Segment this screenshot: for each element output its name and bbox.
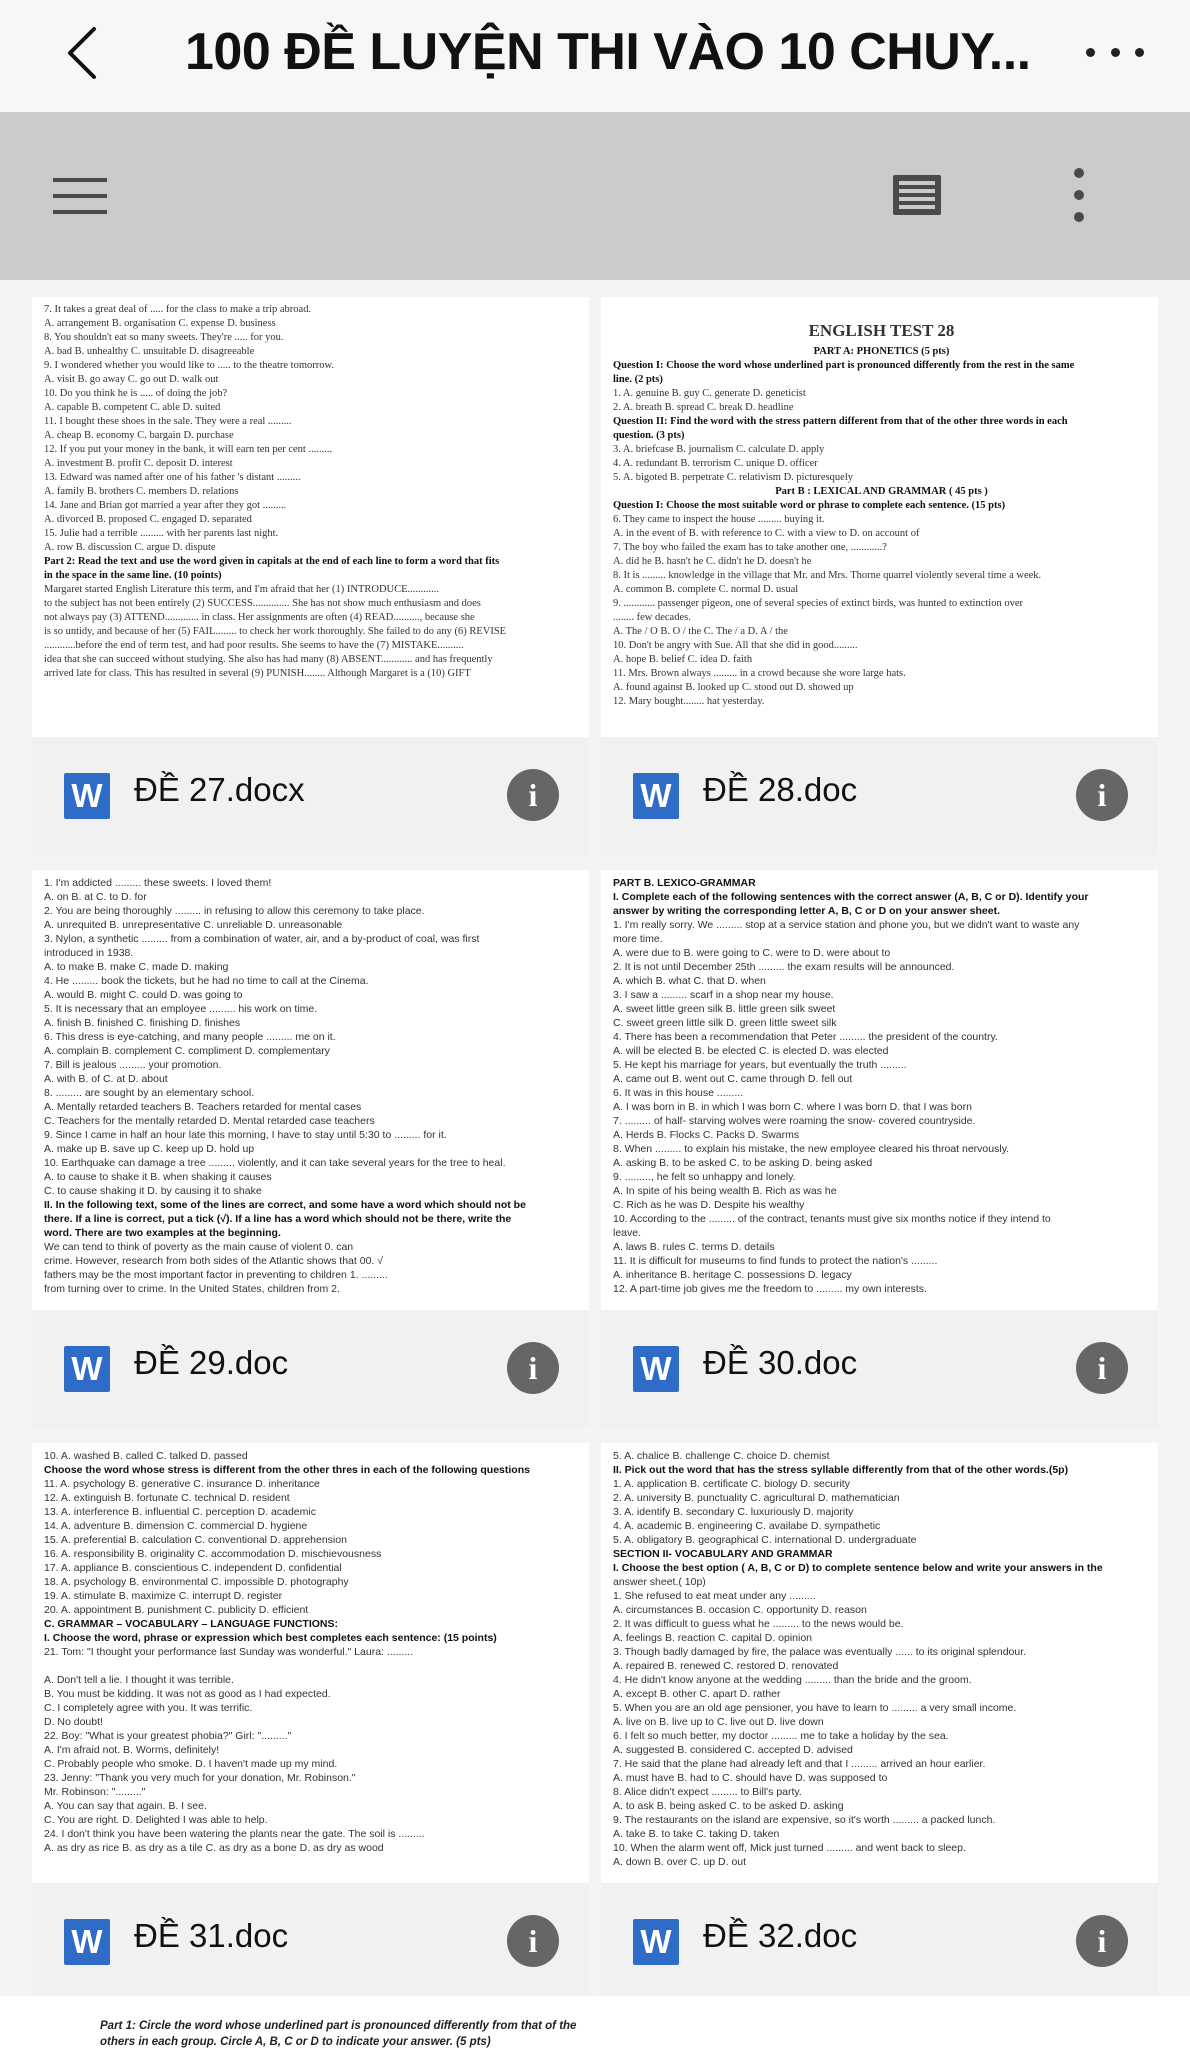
preview-line: Part B : LEXICAL AND GRAMMAR ( 45 pts ) [775,486,988,497]
preview-line: 3. Nylon, a synthetic ......... from a combination of water, air, and a by-product of coal, was first [44,933,480,945]
file-caption[interactable] [32,1883,589,2001]
file-thumbnail[interactable] [601,1443,1158,1883]
preview-line: ............before the end of term test, and had poor results. She seems to have the (7) MISTAKE.......... [44,640,464,651]
preview-line: 2. You are being thoroughly ......... in refusing to allow this ceremony to take place. [44,905,425,917]
preview-line: I. Choose the word, phrase or expression which best completes each sentence: (15 points) [44,1632,497,1644]
preview-line: question. (3 pts) [613,430,685,441]
preview-line: I. Complete each of the following sentences with the correct answer (A, B, C or D). Identify your [613,891,1089,903]
preview-line: 4. He ......... book the tickets, but he had no time to call at the Cinema. [44,975,369,987]
preview-line: 1. A. application B. certificate C. biology D. security [613,1478,850,1490]
preview-line: A. investment B. profit C. deposit D. interest [44,458,233,469]
info-icon[interactable]: i [1076,769,1128,821]
preview-line: 19. A. stimulate B. maximize C. interrupt D. register [44,1590,283,1602]
word-file-icon: W [64,773,110,819]
preview-line: 24. I don't think you have been watering the plants near the gate. The soil is ......... [44,1828,425,1840]
preview-line: 1. She refused to eat meat under any ......... [613,1590,816,1602]
preview-line: idea that she can succeed without studying. She also has had many (8) ABSENT............ and has frequently [44,654,493,665]
preview-line: A. finish B. finished C. finishing D. finishes [44,1017,241,1029]
preview-line: 9. ............ passenger pigeon, one of several species of extinct birds, was hunted to extinction over [613,598,1023,609]
preview-line: We can tend to think of poverty as the main cause of violent 0. can [44,1241,354,1253]
preview-line: A. in the event of B. with reference to C. with a view to D. on account of [613,528,920,539]
preview-line: ........ few decades. [613,612,691,623]
preview-line: A. The / O B. O / the C. The / a D. A / the [613,626,788,637]
preview-line: A. to make B. make C. made D. making [44,961,229,973]
preview-line: A. In spite of his being wealth B. Rich as was he [613,1185,837,1197]
preview-line: 2. It was difficult to guess what he ......... to the news would be. [613,1618,904,1630]
preview-line: 11. It is difficult for museums to find funds to protect the nation's ......... [613,1255,938,1267]
preview-line: 18. A. psychology B. environmental C. impossible D. photography [44,1576,349,1588]
preview-line: 8. Alice didn't expect ......... to Bill's party. [613,1786,802,1798]
word-file-icon: W [633,773,679,819]
file-caption[interactable] [32,1310,589,1428]
preview-line: II. In the following text, some of the lines are correct, and some have a word which should not be [44,1199,526,1211]
preview-line: Part 1: Circle the word whose underlined part is pronounced differently from that of the [100,2020,577,2032]
preview-line: A. Herds B. Flocks C. Packs D. Swarms [613,1129,800,1141]
preview-line: A. with B. of C. at D. about [44,1073,168,1085]
preview-line: 5. A. obligatory B. geographical C. international D. undergraduate [613,1534,917,1546]
preview-line: 10. Do you think he is ..... of doing the job? [44,388,228,399]
preview-line: Question II: Find the word with the stress pattern different from that of the other three words in each [613,416,1068,427]
preview-line: A. live on B. live up to C. live out D. live down [613,1716,824,1728]
info-icon[interactable]: i [507,769,559,821]
preview-line: 3. A. briefcase B. journalism C. calculate D. apply [613,444,825,455]
preview-line: 8. When ......... to explain his mistake, the new employee cleared his throat nervously. [613,1143,1010,1155]
preview-line: A. I'm afraid not. B. Worms, definitely! [44,1744,220,1756]
preview-line: A. which B. what C. that D. when [613,975,766,987]
preview-line: A. unrequited B. unrepresentative C. unreliable D. unreasonable [44,919,343,931]
preview-line: leave. [613,1227,642,1239]
preview-line: C. I completely agree with you. It was terrific. [44,1702,253,1714]
preview-line: A. inheritance B. heritage C. possessions D. legacy [613,1269,852,1281]
preview-line: C. You are right. D. Delighted I was able to help. [44,1814,268,1826]
preview-line: 4. A. academic B. engineering C. availabe D. sympathetic [613,1520,881,1532]
preview-line: 11. A. psychology B. generative C. insurance D. inheritance [44,1478,320,1490]
info-icon[interactable]: i [1076,1342,1128,1394]
file-name: ĐỀ 30.doc [703,1344,858,1381]
file-name: ĐỀ 32.doc [703,1917,858,1954]
file-card[interactable] [601,1443,1158,2001]
preview-line: B. You must be kidding. It was not as good as I had expected. [44,1688,331,1700]
preview-line: C. sweet green little silk D. green little sweet silk [613,1017,837,1029]
preview-line: A. suggested B. considered C. accepted D. advised [613,1744,853,1756]
preview-line: in the space in the same line. (10 points) [44,570,222,581]
preview-line: 11. Mrs. Brown always ......... in a crowd because she wore large hats. [613,668,906,679]
preview-line: A. were due to B. were going to C. were to D. were about to [613,947,891,959]
preview-line: there. If a line is correct, put a tick (√). If a line has a word which should not be there, write the [44,1213,512,1225]
preview-line: 12. If you put your money in the bank, it will earn ten per cent ......... [44,444,333,455]
preview-line: 10. A. washed B. called C. talked D. passed [44,1450,248,1462]
preview-line: A. found against B. looked up C. stood out D. showed up [613,682,854,693]
preview-line: A. hope B. belief C. idea D. faith [613,654,753,665]
preview-line: A. Mentally retarded teachers B. Teachers retarded for mental cases [44,1101,362,1113]
word-file-icon: W [64,1919,110,1965]
preview-line: 7. The boy who failed the exam has to take another one, ............? [613,542,887,553]
preview-line: 5. He kept his marriage for years, but eventually the truth ......... [613,1059,907,1071]
preview-line: A. capable B. competent C. able D. suited [44,402,221,413]
preview-line: 7. He said that the plane had already left and that I ......... arrived an hour earlier. [613,1758,986,1770]
word-file-icon: W [64,1346,110,1392]
preview-line: 2. A. university B. punctuality C. agricultural D. mathematician [613,1492,900,1504]
preview-line: crime. However, research from both sides of the Atlantic shows that 00. √ [44,1255,383,1267]
hamburger-menu-icon[interactable] [53,178,107,214]
preview-line: A. take B. to take C. taking D. taken [613,1828,780,1840]
preview-line: 15. Julie had a terrible ......... with her parents last night. [44,528,279,539]
preview-line: C. GRAMMAR – VOCABULARY – LANGUAGE FUNCTIONS: [44,1618,339,1630]
file-card[interactable] [601,297,1158,855]
preview-line: SECTION II- VOCABULARY AND GRAMMAR [613,1548,833,1560]
preview-line: to the subject has not been entirely (2) SUCCESS.............. She has not show much enthusiasm and does [44,598,481,609]
info-icon[interactable]: i [507,1342,559,1394]
preview-line: answer sheet.( 10p) [613,1576,706,1588]
preview-line: 14. A. adventure B. dimension C. commercial D. hygiene [44,1520,308,1532]
file-name: ĐỀ 31.doc [134,1917,289,1954]
preview-line: 7. It takes a great deal of ..... for the class to make a trip abroad. [44,304,312,315]
preview-line: 9. Since I came in half an hour late this morning, I have to stay until 5:30 to ......... for it. [44,1129,447,1141]
preview-line: 10. When the alarm went off, Mick just turned ......... and went back to sleep. [613,1842,966,1854]
preview-line: A. common B. complete C. normal D. usual [613,584,799,595]
preview-line: A. asking B. to be asked C. to be asking D. being asked [613,1157,873,1169]
preview-line: 8. ......... are sought by an elementary school. [44,1087,255,1099]
preview-line: I. Choose the best option ( A, B, C or D) to complete sentence below and write your answers in the [613,1562,1103,1574]
preview-line: answer by writing the corresponding letter A, B, C or D on your answer sheet. [613,905,1001,917]
preview-line: Question I: Choose the most suitable word or phrase to complete each sentence. (15 pts) [613,500,1006,511]
preview-line: 9. The restaurants on the island are expensive, so it's worth ......... a packed lunch. [613,1814,996,1826]
preview-line: A. repaired B. renewed C. restored D. renovated [613,1660,839,1672]
preview-line: introduced in 1938. [44,947,134,959]
list-view-icon[interactable] [893,175,941,215]
preview-line: A. bad B. unhealthy C. unsuitable D. disagreeable [44,346,255,357]
preview-line [601,303,1158,317]
file-thumbnail[interactable] [601,870,1158,1310]
preview-line: A. complain B. complement C. compliment D. complementary [44,1045,330,1057]
word-file-icon: W [633,1919,679,1965]
preview-line: PART B. LEXICO-GRAMMAR [613,877,756,889]
preview-line: 8. It is ......... knowledge in the village that Mr. and Mrs. Thorne quarrel violently several time a week. [613,570,1042,581]
preview-line: A. make up B. save up C. keep up D. hold up [44,1143,255,1155]
preview-line: 16. A. responsibility B. originality C. accommodation D. mischievousness [44,1548,382,1560]
preview-line: A. down B. over C. up D. out [613,1856,747,1868]
preview-line: 1. I'm really sorry. We ......... stop at a service station and phone you, but we didn't want to waste any [613,919,1080,931]
preview-line: 11. I bought these shoes in the sale. They were a real ......... [44,416,292,427]
preview-line [32,1659,589,1673]
preview-line: 4. There has been a recommendation that Peter ......... the president of the country. [613,1031,998,1043]
preview-line: more time. [613,933,663,945]
preview-line: fathers may be the most important factor in preventing to children 1. ......... [44,1269,388,1281]
top-bar [0,0,1190,112]
preview-line: 3. Though badly damaged by fire, the palace was eventually ...... to its original splendour. [613,1646,1027,1658]
preview-line: Question I: Choose the word whose underlined part is pronounced differently from the rest in the same [613,360,1075,371]
file-thumbnail[interactable] [32,870,589,1310]
more-vertical-icon[interactable] [1064,168,1094,222]
page-title: 100 ĐỀ LUYỆN THI VÀO 10 CHUY... [185,23,1031,81]
preview-line: Mr. Robinson: "........." [44,1786,146,1798]
file-caption[interactable] [32,737,589,855]
preview-line: A. circumstances B. occasion C. opportunity D. reason [613,1604,867,1616]
preview-line: II. Pick out the word that has the stress syllable differently from that of the other words.(5p) [613,1464,1069,1476]
info-icon[interactable]: i [507,1915,559,1967]
preview-line: 6. I felt so much better, my doctor ......... me to take a holiday by the sea. [613,1730,949,1742]
preview-line: 1. A. genuine B. guy C. generate D. geneticist [613,388,806,399]
toolbar [0,112,1190,280]
preview-line: 3. A. identify B. secondary C. luxuriously D. majority [613,1506,854,1518]
preview-line: is so untidy, and because of her (5) FAIL........ to check her work thoroughly. She failed to do any (6) REVISE [44,626,507,637]
info-icon[interactable]: i [1076,1915,1128,1967]
preview-line: A. except B. other C. apart D. rather [613,1688,781,1700]
preview-line: from turning over to crime. In the United States, children from 2. [44,1283,340,1295]
file-thumbnail[interactable] [32,1443,589,1883]
preview-line: Choose the word whose stress is different from the other thres in each of the following questions [44,1464,530,1476]
preview-line: 12. A. extinguish B. fortunate C. technical D. resident [44,1492,290,1504]
preview-line: others in each group. Circle A, B, C or D to indicate your answer. (5 pts) [100,2036,491,2048]
preview-line: 10. According to the ......... of the contract, tenants must give six months notice if they intend to [613,1213,1051,1225]
file-caption[interactable] [601,1310,1158,1428]
preview-line: Part 2: Read the text and use the word given in capitals at the end of each line to form a word that fits [44,556,500,567]
preview-line: 23. Jenny: "Thank you very much for your donation, Mr. Robinson." [44,1772,356,1784]
preview-line: 4. He didn't know anyone at the wedding ......... than the bride and the groom. [613,1674,972,1686]
preview-line: A. arrangement B. organisation C. expense D. business [44,318,276,329]
preview-line: A. will be elected B. be elected C. is elected D. was elected [613,1045,889,1057]
preview-line: Margaret started English Literature this term, and I'm afraid that her (1) INTRODUCE............ [44,584,440,595]
file-name: ĐỀ 28.doc [703,771,858,808]
preview-line: A. came out B. went out C. came through D. fell out [613,1073,853,1085]
preview-line: arrived late for class. This has resulted in several (9) PUNISH........ Although Margaret is a (10) GIFT [44,668,471,679]
preview-line: PART A: PHONETICS (5 pts) [813,346,950,357]
back-button[interactable] [52,18,112,88]
preview-line: 14. Jane and Brian got married a year after they got ......... [44,500,287,511]
preview-line: C. Teachers for the mentally retarded D. Mental retarded case teachers [44,1115,375,1127]
preview-line: 5. A. chalice B. challenge C. choice D. chemist [613,1450,830,1462]
preview-line: 7. Bill is jealous ......... your promotion. [44,1059,222,1071]
preview-line: A. feelings B. reaction C. capital D. opinion [613,1632,813,1644]
preview-line: 7. ......... of half- starving wolves were roaming the snow- covered countryside. [613,1115,976,1127]
preview-line: ENGLISH TEST 28 [808,321,955,340]
file-card[interactable] [32,870,589,1428]
preview-line: A. cheap B. economy C. bargain D. purchase [44,430,234,441]
preview-line: A. did he B. hasn't he C. didn't he D. doesn't he [613,556,812,567]
preview-line: A. divorced B. proposed C. engaged D. separated [44,514,252,525]
preview-line: A. must have B. had to C. should have D. was supposed to [613,1772,888,1784]
file-thumbnail[interactable] [601,297,1158,737]
file-name: ĐỀ 27.docx [134,771,305,808]
file-caption[interactable] [601,737,1158,855]
preview-line: A. family B. brothers C. members D. relations [44,486,239,497]
preview-line: A. to cause to shake it B. when shaking it causes [44,1171,272,1183]
preview-line: C. to cause shaking it D. by causing it to shake [44,1185,262,1197]
preview-line: A. would B. might C. could D. was going to [44,989,243,1001]
more-horizontal-icon[interactable] [1080,30,1150,74]
preview-line: 12. A part-time job gives me the freedom to ......... my own interests. [613,1283,927,1295]
preview-line: 5. When you are an old age pensioner, you have to learn to ......... a very small income. [613,1702,1017,1714]
preview-line: 10. Earthquake can damage a tree ......... violently, and it can take several years for the tree to heal. [44,1157,506,1169]
preview-line: 1. I'm addicted ......... these sweets. I loved them! [44,877,272,889]
preview-line: 6. This dress is eye-catching, and many people ......... me on it. [44,1031,336,1043]
file-name: ĐỀ 29.doc [134,1344,289,1381]
preview-line: 9. ........., he felt so unhappy and lonely. [613,1171,796,1183]
preview-line: 15. A. preferential B. calculation C. conventional D. apprehension [44,1534,347,1546]
preview-line: A. I was born in B. in which I was born C. where I was born D. that I was born [613,1101,972,1113]
preview-line: A. row B. discussion C. argue D. dispute [44,542,216,553]
preview-line: 8. You shouldn't eat so many sweets. They're ..... for you. [44,332,284,343]
preview-line: 2. A. breath B. spread C. break D. headline [613,402,794,413]
preview-line: A. Don't tell a lie. I thought it was terrible. [44,1674,234,1686]
preview-line: A. to ask B. being asked C. to be asked D. asking [613,1800,844,1812]
preview-line: 12. Mary bought........ hat yesterday. [613,696,765,707]
preview-line: A. sweet little green silk B. little green silk sweet [613,1003,836,1015]
preview-line: 3. I saw a ......... scarf in a shop near my house. [613,989,834,1001]
preview-line: 5. It is necessary that an employee ......... his work on time. [44,1003,318,1015]
file-card[interactable] [32,297,589,855]
preview-line: 10. Don't be angry with Sue. All that she did in good......... [613,640,858,651]
preview-line: not always pay (3) ATTEND............. in class. Her assignments are often (4) READ.........., because she [44,612,475,623]
preview-line: 21. Tom: "I thought your performance last Sunday was wonderful." Laura: ......... [44,1646,414,1658]
preview-line: A. visit B. go away C. go out D. walk out [44,374,219,385]
preview-line: C. Rich as he was D. Despite his wealthy [613,1199,805,1211]
preview-line: A. laws B. rules C. terms D. details [613,1241,775,1253]
preview-line: A. as dry as rice B. as dry as a tile C. as dry as a bone D. as dry as wood [44,1842,384,1854]
preview-line: 13. Edward was named after one of his father 's distant ......... [44,472,301,483]
preview-line: 17. A. appliance B. conscientious C. independent D. confidential [44,1562,342,1574]
next-file-preview[interactable] [0,1996,1190,2048]
preview-line: C. Probably people who smoke. D. I haven't made up my mind. [44,1758,338,1770]
preview-line: 4. A. redundant B. terrorism C. unique D. officer [613,458,818,469]
preview-line: word. There are two examples at the beginning. [44,1227,281,1239]
file-card[interactable] [32,1443,589,2001]
preview-line: 22. Boy: "What is your greatest phobia?" Girl: "........." [44,1730,292,1742]
file-thumbnail[interactable] [32,297,589,737]
chevron-left-icon [64,25,100,81]
preview-line: D. No doubt! [44,1716,103,1728]
preview-line: A. on B. at C. to D. for [44,891,147,903]
preview-line: 2. It is not until December 25th ......... the exam results will be announced. [613,961,955,973]
preview-line: 6. They came to inspect the house ......... buying it. [613,514,825,525]
preview-line: 13. A. interference B. influential C. perception D. academic [44,1506,316,1518]
preview-line: 5. A. bigoted B. perpetrate C. relativism D. picturesquely [613,472,853,483]
preview-line: 20. A. appointment B. punishment C. publicity D. efficient [44,1604,309,1616]
word-file-icon: W [633,1346,679,1392]
file-card[interactable] [601,870,1158,1428]
file-caption[interactable] [601,1883,1158,2001]
preview-line: 9. I wondered whether you would like to ..... to the theatre tomorrow. [44,360,335,371]
preview-line: A. You can say that again. B. I see. [44,1800,207,1812]
preview-line: 6. It was in this house ......... [613,1087,744,1099]
preview-line: line. (2 pts) [613,374,663,385]
